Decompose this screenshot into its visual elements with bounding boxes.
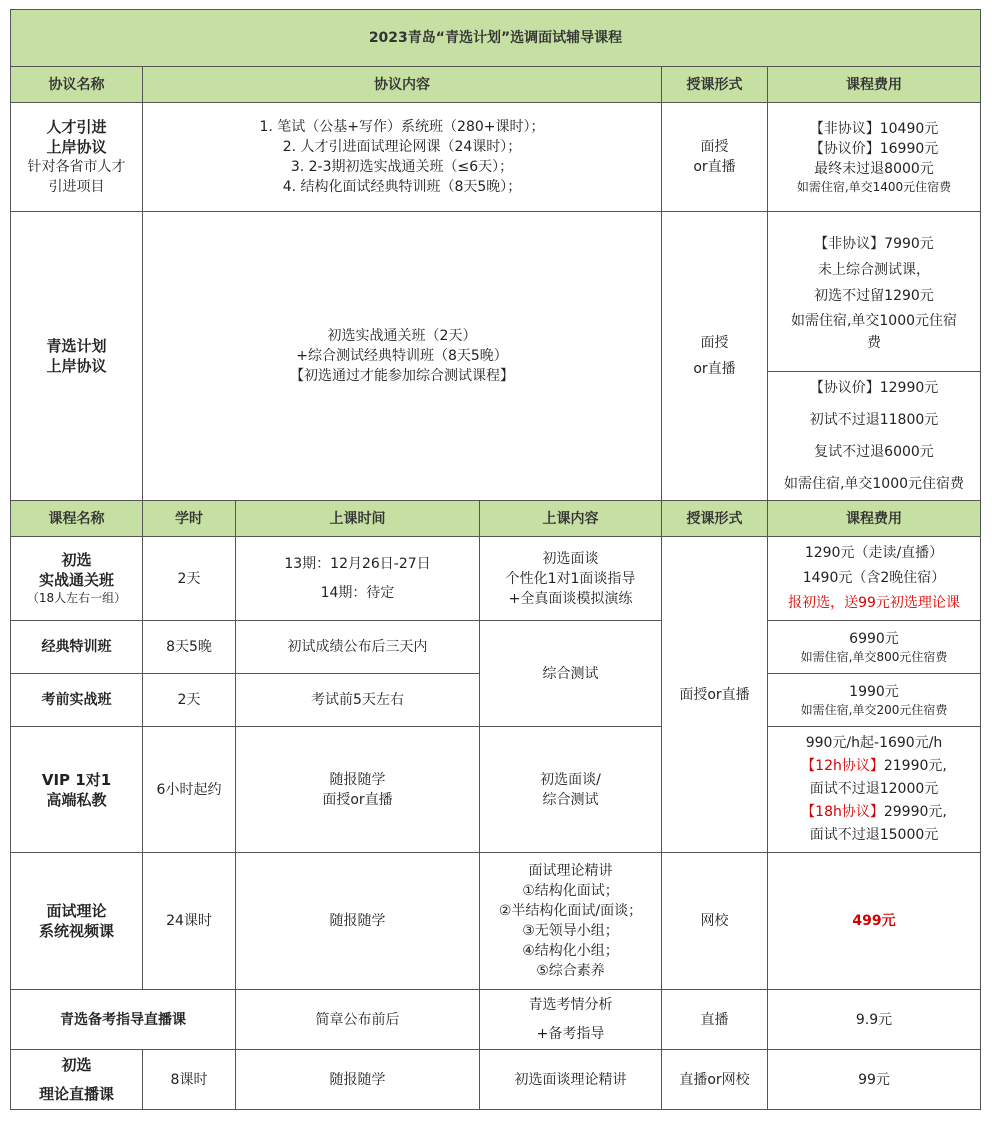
vip-time: 随报随学 面授or直播 xyxy=(236,727,480,853)
jingdian-course-name: 经典特训班 xyxy=(11,621,143,674)
table-title: 2023青岛“青选计划”选调面试辅导课程 xyxy=(11,10,981,67)
video-course-name: 面试理论 系统视频课 xyxy=(11,853,143,990)
theory-hours: 8课时 xyxy=(143,1050,236,1110)
chuxuan-fee: 1290元（走读/直播） 1490元（含2晚住宿） 报初选，送99元初选理论课 xyxy=(768,537,981,621)
theory-time: 随报随学 xyxy=(236,1050,480,1110)
vip-course-name: VIP 1对1 高端私教 xyxy=(11,727,143,853)
video-teaching-form: 网校 xyxy=(662,853,768,990)
shared-content-comprehensive-test: 综合测试 xyxy=(480,621,662,727)
theory-course-name: 初选 理论直播课 xyxy=(11,1050,143,1110)
chuxuan-hours: 2天 xyxy=(143,537,236,621)
header-teaching-form-2: 授课形式 xyxy=(662,501,768,537)
kaoqian-course-name: 考前实战班 xyxy=(11,674,143,727)
talent-agreement-name: 人才引进 上岸协议 针对各省市人才 引进项目 xyxy=(11,103,143,212)
talent-fee: 【非协议】10490元 【协议价】16990元 最终未过退8000元 如需住宿,单交1400元住宿费 xyxy=(768,103,981,212)
talent-agreement-content: 1. 笔试（公基+写作）系统班（280+课时）； 2. 人才引进面试理论网课（24课时）； 3. 2-3期初选实战通关班（≤6天）； 4. 结构化面试经典特训班（8天5晚）； xyxy=(143,103,662,212)
theory-fee: 99元 xyxy=(768,1050,981,1110)
chuxuan-content: 初选面谈 个性化1对1面谈指导 +全真面谈模拟演练 xyxy=(480,537,662,621)
course-table xyxy=(10,9,981,1110)
chuxuan-time: 13期：12月26日-27日 14期：待定 xyxy=(236,537,480,621)
kaoqian-hours: 2天 xyxy=(143,674,236,727)
live-fee: 9.9元 xyxy=(768,990,981,1050)
qingxuan-fee-agreement: 【协议价】12990元 初试不过退11800元 复试不过退6000元 如需住宿,单交1000元住宿费 xyxy=(783,380,965,492)
video-content: 面试理论精讲 ①结构化面试； ②半结构化面试/面谈； ③无领导小组； ④结构化小组； ⑤综合素养 xyxy=(480,853,662,990)
live-teaching-form: 直播 xyxy=(662,990,768,1050)
header-course-name: 课程名称 xyxy=(11,501,143,537)
live-content: 青选考情分析 +备考指导 xyxy=(480,990,662,1050)
jingdian-time: 初试成绩公布后三天内 xyxy=(236,621,480,674)
theory-content: 初选面谈理论精讲 xyxy=(480,1050,662,1110)
chuxuan-course-name: 初选 实战通关班 （18人左右一组） xyxy=(11,537,143,621)
header-course-fee-2: 课程费用 xyxy=(768,501,981,537)
qingxuan-teaching-form: 面授 or直播 xyxy=(662,212,768,501)
qingxuan-fee-non-agreement: 【非协议】7990元 未上综合测试课， 初选不过留1290元 如需住宿,单交1000元住宿 费 xyxy=(768,212,980,372)
talent-teaching-form: 面授 or直播 xyxy=(662,103,768,212)
header-agreement-name: 协议名称 xyxy=(11,67,143,103)
vip-content: 初选面谈/ 综合测试 xyxy=(480,727,662,853)
qingxuan-agreement-content: 初选实战通关班（2天） +综合测试经典特训班（8天5晚） 【初选通过才能参加综合测试课程】 xyxy=(143,212,662,501)
header-class-content: 上课内容 xyxy=(480,501,662,537)
header-hours: 学时 xyxy=(143,501,236,537)
qingxuan-agreement-name: 青选计划 上岸协议 xyxy=(11,212,143,501)
jingdian-fee: 6990元 如需住宿,单交800元住宿费 xyxy=(768,621,981,674)
live-time: 简章公布前后 xyxy=(236,990,480,1050)
video-fee: 499元 xyxy=(768,853,981,990)
vip-fee: 990元/h起-1690元/h 【12h协议】21990元, 面试不过退12000元 【18h协议】29990元, 面试不过退15000元 xyxy=(768,727,981,853)
live-course-name: 青选备考指导直播课 xyxy=(11,990,236,1050)
video-hours: 24课时 xyxy=(143,853,236,990)
header-teaching-form: 授课形式 xyxy=(662,67,768,103)
theory-teaching-form: 直播or网校 xyxy=(662,1050,768,1110)
kaoqian-fee: 1990元 如需住宿,单交200元住宿费 xyxy=(768,674,981,727)
video-time: 随报随学 xyxy=(236,853,480,990)
jingdian-hours: 8天5晚 xyxy=(143,621,236,674)
shared-teaching-form: 面授or直播 xyxy=(662,537,768,853)
qingxuan-fee xyxy=(768,212,981,501)
header-agreement-content: 协议内容 xyxy=(143,67,662,103)
vip-hours: 6小时起约 xyxy=(143,727,236,853)
kaoqian-time: 考试前5天左右 xyxy=(236,674,480,727)
header-course-fee: 课程费用 xyxy=(768,67,981,103)
header-class-time: 上课时间 xyxy=(236,501,480,537)
